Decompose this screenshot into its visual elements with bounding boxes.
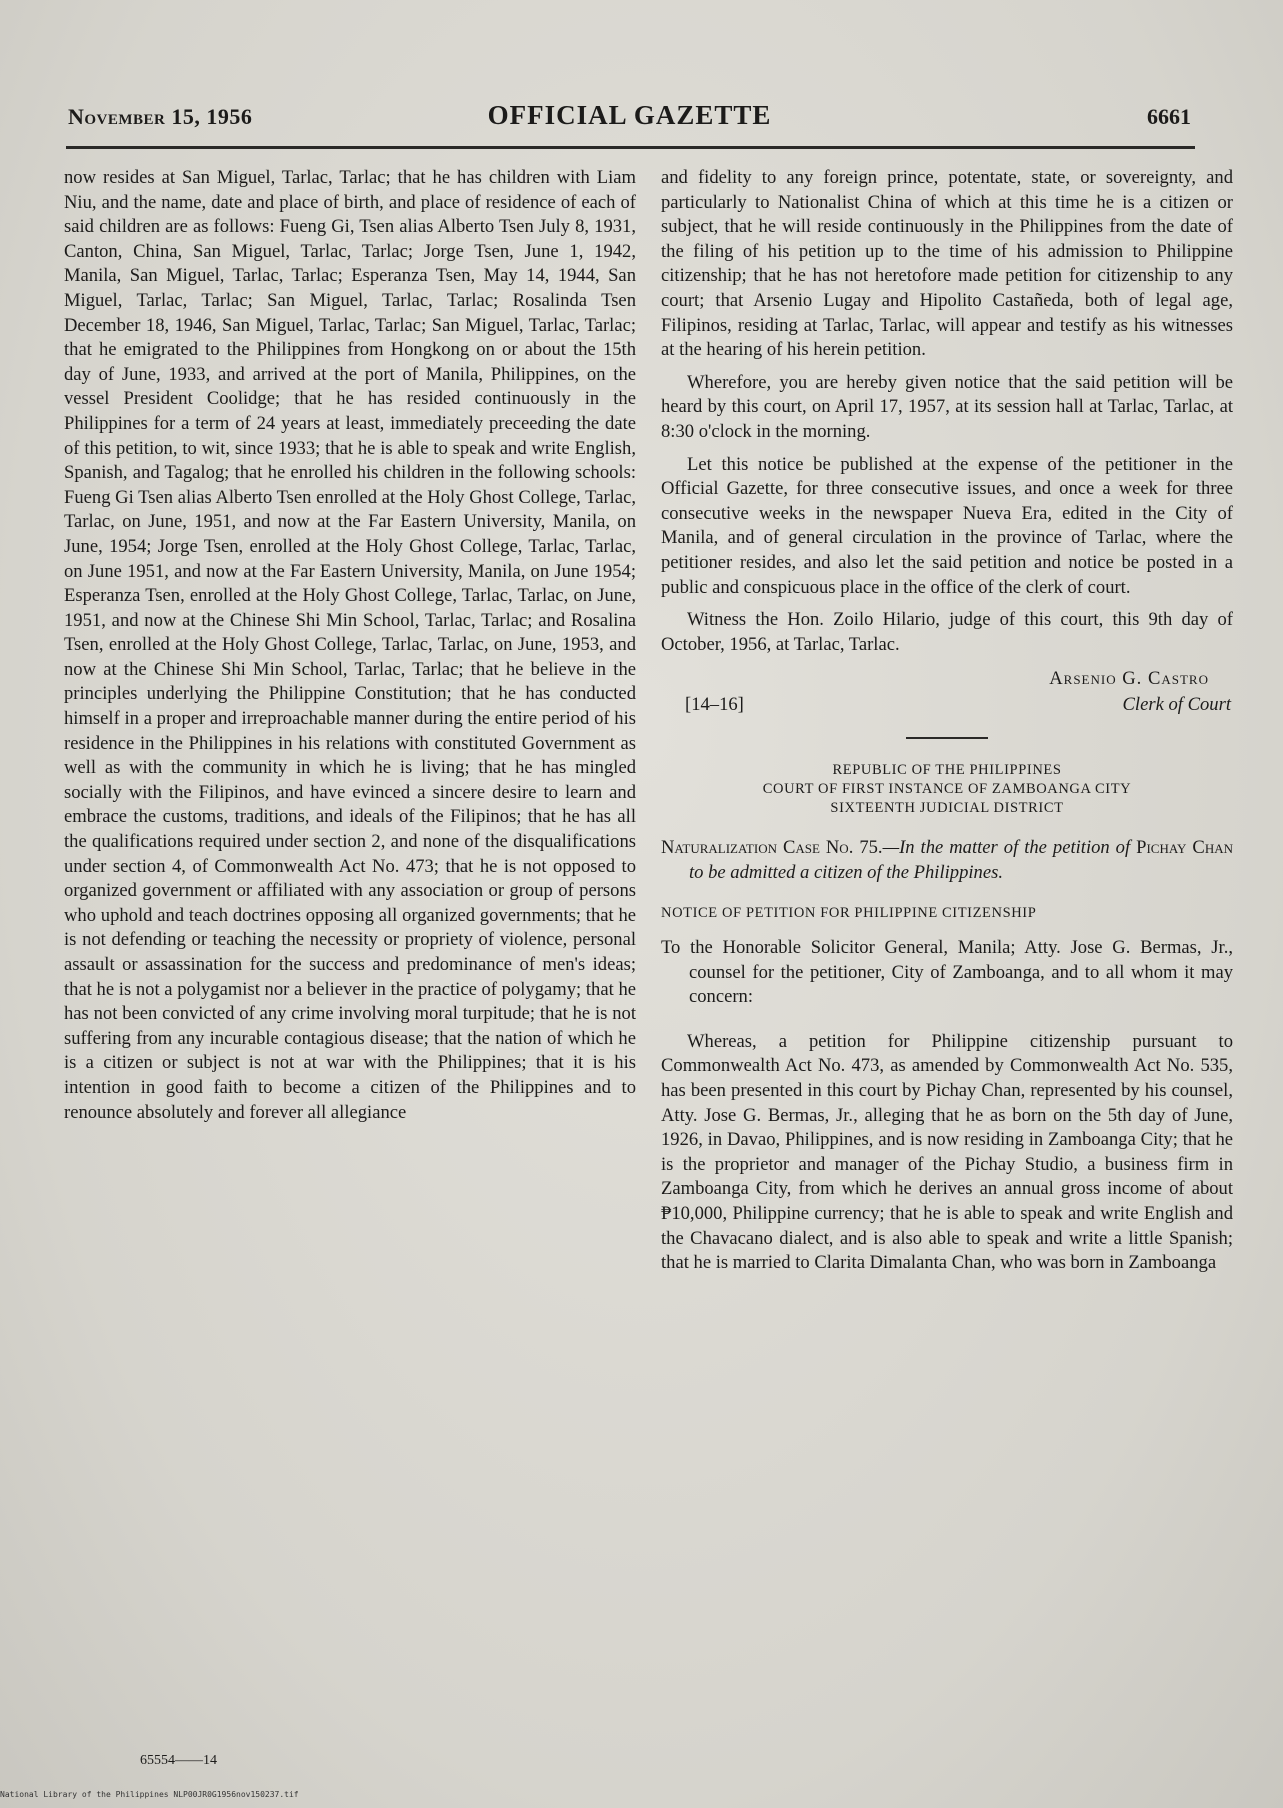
section-divider — [906, 737, 988, 739]
print-code: 65554——14 — [140, 1753, 217, 1768]
publication-title: OFFICIAL GAZETTE — [487, 100, 772, 130]
case-label: Naturalization Case No. 75. — [661, 837, 883, 859]
signature-block — [661, 667, 1233, 719]
court-heading-line-2: COURT OF FIRST INSTANCE OF ZAMBOANGA CITY — [762, 781, 1132, 798]
case-caption — [661, 836, 1233, 885]
page-header — [68, 100, 1191, 140]
archive-stamp: National Library of the Philippines NLP00JR0G1956nov150237.tif — [0, 1790, 299, 1799]
continued-petition-text: now resides at San Miguel, Tarlac, Tarlac; that he has children with Liam Niu, and the name, date and place of birth, and place of residence of each of said children are as follows: Fueng Gi, Tsen alias Alberto Tsen July 8, 1931, Canton, China, San Miguel, Tarlac, Tarlac; Jorge Tsen, June 1, 1942, Manila, San Miguel, Tarlac, Tarlac; Esperanza Tsen, May 14, 1944, San Miguel, Tarlac, Tarlac; San Miguel, Tarlac, Tarlac; Rosalinda Tsen December 18, 1946, San Miguel, Tarlac, Tarlac; San Miguel, Tarlac, Tarlac; that he emigrated to the Philippines from Hongkong on or about the 15th day of June, 1933, and arrived at the port of Manila, Philippines, on the vessel President Coolidge; that he has resided continuously in the Philippines for a term of 24 years at least, immediately preceeding the date of this petition, to wit, since 1933; that he is able to speak and write English, Spanish, and Tagalog; that he enrolled his children in the following schools: Fueng Gi Tsen alias Alberto Tsen enrolled at the Holy Ghost College, Tarlac, Tarlac, on June, 1951, and now at the Far Eastern University, Manila, on June, 1954; Jorge Tsen, enrolled at the Holy Ghost College, Tarlac, Tarlac, on June 1951, and now at the Far Eastern University, Manila, on June 1954; Esperanza Tsen, enrolled at the Holy Ghost College, Tarlac, Tarlac, on June, 1951, and now at the Chinese Shi Min School, Tarlac, Tarlac; and Rosalina Tsen, enrolled at the Holy Ghost College, Tarlac, Tarlac, on June, 1953, and now at the Chinese Shi Min School, Tarlac, Tarlac; that he believe in the principles underlying the Philippine Constitution; that he has conducted himself in a proper and irreproachable manner during the entire period of his residence in the Philippines in his relations with constituted Government as well as with the community in which he is living; that he has mingled socially with the Filipinos, and have evinced a sincere desire to learn and embrace the customs, traditions, and ideals of the Filipinos; that he has all the qualifications required under section 2, and none of the disqualifications under section 4, of Commonwealth Act No. 473; that he is not opposed to organized government or affiliated with any association or group of persons who uphold and teach doctrines opposing all organized governments; that he is not defending or teaching the necessity or propriety of violence, personal assault or assassination for the success and predominance of men's ideas; that he is not a polygamist nor a believer in the practice of polygamy; that he has not been convicted of any crime involving moral turpitude; that he is not suffering from any incurable contagious disease; that the nation of which he is a citizen or subject is not at war with the Philippines; that it is his intention in good faith to become a citizen of the Philippines and to renounce absolutely and forever all allegiance — [64, 167, 636, 1123]
hearing-notice-paragraph: Wherefore, you are hereby given notice that the said petition will be heard by this court, on April 17, 1957, at its session hall at Tarlac, Tarlac, at 8:30 o'clock in the morning. — [661, 371, 1233, 442]
case-text-1: —In the matter of the petition of — [882, 837, 1137, 859]
page-number: 6661 — [1147, 104, 1191, 129]
publication-paragraph: Let this notice be published at the expense of the petitioner in the Official Gazette, for three consecutive issues, and once a week for three consecutive weeks in the newspaper Nueva Era, edited in the City of Manila, and of general circulation in the province of Tarlac, where the petitioner resides, and also let the said petition and notice be posted in a public and conspicuous place in the office of the clerk of court. — [661, 453, 1233, 598]
right-column — [661, 166, 1233, 1276]
signature-role: Clerk of Court — [1122, 694, 1231, 716]
allegiance-paragraph: and fidelity to any foreign prince, potentate, state, or sovereignty, and particularly to Nationalist China of which at this time he is a citizen or subject, that he will reside continuously in the Philippines from the date of the filing of his petition up to the time of his admission to Philippine citizenship; that he has not heretofore made petition for citizenship to any court; that Arsenio Lugay and Hipolito Castañeda, both of legal age, Filipinos, residing at Tarlac, Tarlac, will appear and testify as his witnesses at the hearing of his herein petition. — [661, 167, 1233, 361]
court-heading-line-3: SIXTEENTH JUDICIAL DISTRICT — [830, 800, 1064, 817]
signature-name: Arsenio G. Castro — [1049, 668, 1209, 690]
whereas-paragraph: Whereas, a petition for Philippine citizenship pursuant to Commonwealth Act No. 473, as amended by Commonwealth Act No. 535, has been presented in this court by Pichay Chan, represented by his counsel, Atty. Jose G. Bermas, Jr., alleging that he as born on the 5th day of June, 1926, in Davao, Philippines, and is now residing in Zamboanga City; that he is the proprietor and manager of the Pichay Studio, a business firm in Zamboanga City, from which he derives an annual gross income of about ₱10,000, Philippine currency; that he is able to speak and write English and the Chavacano dialect, and is also able to speak and write a little Spanish; that he is married to Clarita Dimalanta Chan, who was born in Zamboanga — [661, 1030, 1233, 1274]
court-heading-line-1: REPUBLIC OF THE PHILIPPINES — [832, 762, 1062, 779]
notice-address: To the Honorable Solicitor General, Manila; Atty. Jose G. Bermas, Jr., counsel for the petitioner, City of Zamboanga, and to all whom it may concern: — [661, 937, 1233, 1008]
header-rule — [66, 146, 1195, 149]
issue-date: November 15, 1956 — [68, 104, 253, 129]
case-petitioner-name: Pichay Chan — [1136, 837, 1233, 859]
witness-paragraph: Witness the Hon. Zoilo Hilario, judge of this court, this 9th day of October, 1956, at Tarlac, Tarlac. — [661, 609, 1233, 655]
case-text-2: to be admitted a citizen of the Philippines. — [689, 861, 1003, 883]
notice-heading: NOTICE OF PETITION FOR PHILIPPINE CITIZENSHIP — [661, 905, 1037, 922]
left-column — [64, 166, 636, 1125]
issue-reference: [14–16] — [685, 694, 744, 716]
